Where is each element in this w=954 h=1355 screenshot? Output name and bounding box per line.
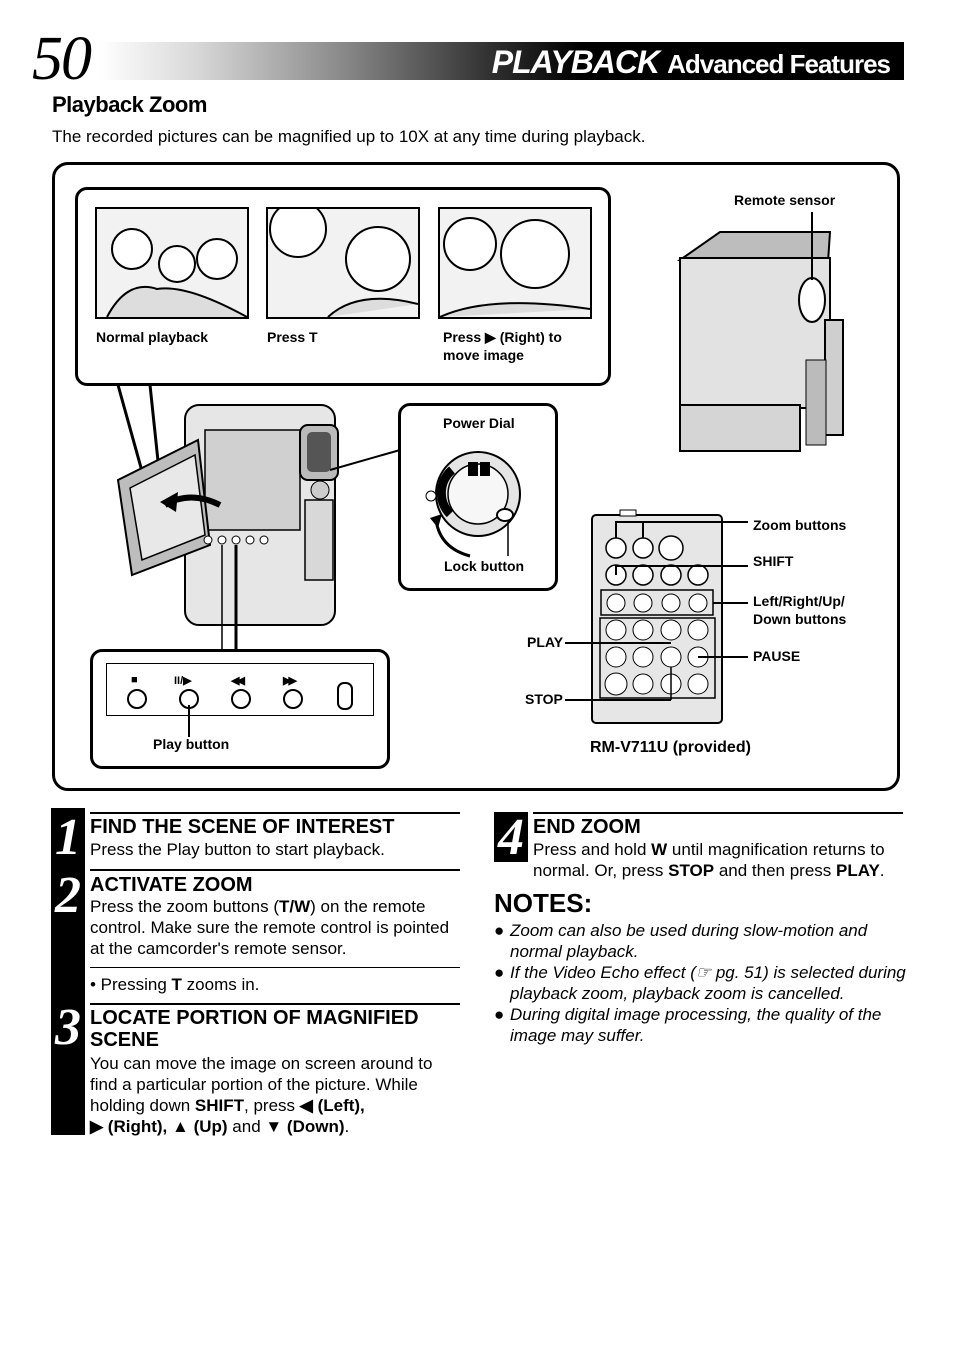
- lock-button-label: Lock button: [444, 558, 525, 574]
- step-3-up: ▲ (Up): [172, 1117, 228, 1136]
- step-3-body: [90, 1053, 455, 1137]
- zoom-buttons-label: Zoom buttons: [753, 517, 847, 533]
- step-3-and: and: [227, 1117, 266, 1136]
- step-1-body: Press the Play button to start playback.: [90, 840, 385, 859]
- step-4-rule: [533, 812, 903, 814]
- step-2-text: Press the zoom buttons (: [90, 897, 279, 916]
- rewind-symbol: ◀◀: [231, 675, 242, 687]
- arrow-buttons-label: Left/Right/Up/ Down buttons: [753, 593, 847, 627]
- thumb-label-press-t: Press T: [267, 329, 318, 345]
- thumb-label-press-right: Press ▶ (Right) to move image: [443, 329, 562, 363]
- step-4-number: 4: [494, 812, 528, 862]
- thumb-press-right: [438, 207, 592, 319]
- section-title: Playback Zoom: [52, 92, 207, 117]
- step-1-rule: [90, 812, 460, 814]
- step-3-right: ▶ (Right),: [90, 1117, 168, 1136]
- fast-forward-button[interactable]: [283, 689, 303, 709]
- stop-symbol: ■: [131, 674, 138, 686]
- step-4-body: [533, 839, 905, 881]
- note-text-2: If the Video Echo effect (☞ pg. 51) is selected during playback zoom, playback zoom is cancelled.: [510, 963, 906, 1003]
- rewind-button[interactable]: [231, 689, 251, 709]
- stop-label: STOP: [525, 691, 563, 707]
- step-4-text-4: .: [879, 861, 885, 880]
- step-2-body: [90, 896, 455, 959]
- header-sub: Advanced Features: [667, 49, 890, 79]
- step-2-title: ACTIVATE ZOOM: [90, 874, 253, 896]
- fast-forward-symbol: ▶▶: [283, 675, 294, 687]
- remote-control-drawing: [565, 510, 748, 723]
- step-3-down: ▼ (Down): [265, 1117, 345, 1136]
- step-2-text-2: ) on the remote control. Make sure the remote control is pointed at the camcorder's remote sensor.: [90, 897, 450, 958]
- thumb-label-normal: Normal playback: [96, 329, 209, 345]
- step-4-w: W: [651, 840, 668, 859]
- camcorder-rear-drawing: [680, 212, 843, 451]
- camcorder-drawing: [118, 405, 338, 625]
- step-1-title: FIND THE SCENE OF INTEREST: [90, 816, 395, 838]
- slot-icon: [337, 682, 353, 710]
- step-4-play: PLAY: [836, 861, 880, 880]
- step-4-stop: STOP: [668, 861, 715, 880]
- remote-sensor-label: Remote sensor: [734, 192, 836, 208]
- play-label: PLAY: [527, 634, 564, 650]
- stop-button[interactable]: [127, 689, 147, 709]
- step-1-number: 1: [51, 808, 85, 868]
- step-4-title: END ZOOM: [533, 816, 641, 838]
- step-2-bullet-text-2: zooms in.: [181, 975, 260, 994]
- step-2-rule: [90, 869, 460, 871]
- note-text-1: Zoom can also be used during slow-motion and normal playback.: [510, 921, 868, 961]
- play-button-pointer: [188, 705, 190, 737]
- step-2-bullet-t: T: [171, 975, 182, 994]
- step-2-divider: [90, 967, 460, 968]
- power-dial-label: Power Dial: [443, 415, 515, 431]
- thumb-normal-playback: [95, 207, 249, 319]
- step-3-press: , press: [244, 1096, 300, 1115]
- step-2-bullet: [90, 974, 259, 995]
- step-4-text-3: and then press: [714, 861, 837, 880]
- thumb-press-t: [266, 207, 420, 319]
- notes-list: [494, 920, 906, 1046]
- step-3-title: LOCATE PORTION OF MAGNIFIED SCENE: [90, 1007, 419, 1051]
- step-3-text: You can move the image on screen around to find a particular portion of the picture. While holding down: [90, 1054, 433, 1115]
- step-4-text-1: Press and hold: [533, 840, 652, 859]
- step-2-number: 2: [51, 866, 85, 926]
- remote-model-label: RM-V711U (provided): [590, 739, 751, 756]
- step-2-bullet-text: • Pressing: [90, 975, 172, 994]
- note-item: ● If the Video Echo effect (☞ pg. 51) is selected during playback zoom, playback zoom is cancelled.: [494, 963, 906, 1003]
- notes-title: NOTES:: [494, 888, 593, 918]
- shift-label: SHIFT: [753, 553, 794, 569]
- pause-label: PAUSE: [753, 648, 801, 664]
- step-3-left: ◀ (Left),: [299, 1096, 365, 1115]
- step-4-text-2: until magnification returns to normal. Or, press: [533, 840, 885, 880]
- control-panel: [106, 663, 374, 716]
- step-3-number: 3: [51, 998, 85, 1058]
- play-button-label: Play button: [153, 736, 230, 752]
- note-text-3: During digital image processing, the quality of the image may suffer.: [510, 1005, 882, 1045]
- page-number: 50: [32, 25, 90, 93]
- step-3-shift: SHIFT: [194, 1096, 245, 1115]
- note-item: ● Zoom can also be used during slow-motion and normal playback.: [494, 920, 906, 962]
- note-item: ● During digital image processing, the quality of the image may suffer.: [494, 1004, 906, 1046]
- play-pause-symbol: II/▶: [174, 675, 192, 687]
- intro-text: The recorded pictures can be magnified up to 10X at any time during playback.: [52, 127, 646, 146]
- step-3-end: .: [344, 1117, 350, 1136]
- step-3-rule: [90, 1003, 460, 1005]
- header-main: PLAYBACK: [491, 44, 660, 80]
- step-2-tw: T/W: [278, 897, 311, 916]
